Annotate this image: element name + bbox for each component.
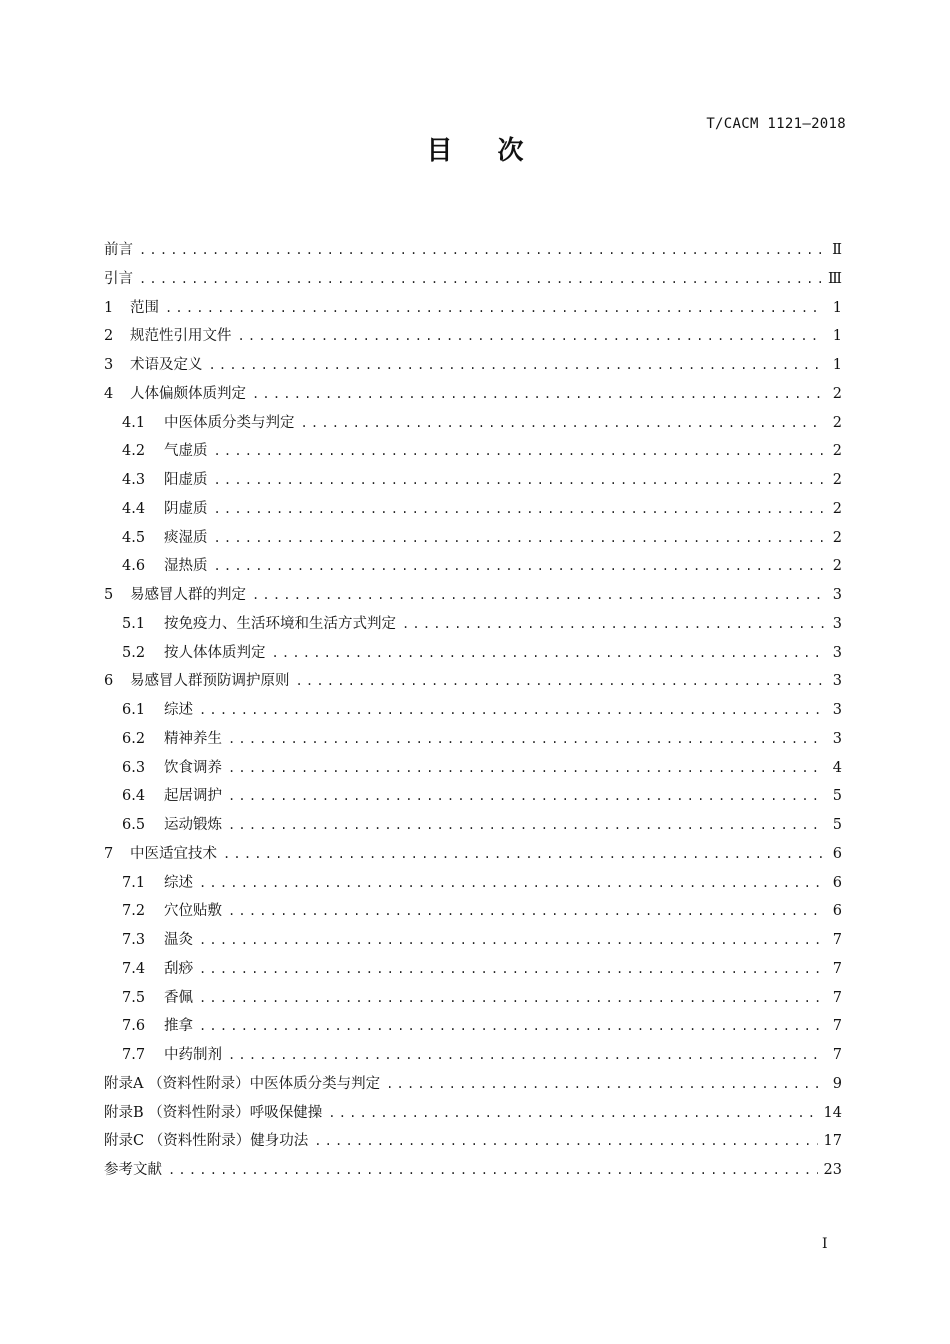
toc-leader-dots	[228, 1041, 824, 1070]
toc-leader-dots	[168, 1156, 818, 1185]
toc-entry[interactable]	[104, 955, 842, 984]
toc-leader-dots	[199, 926, 824, 955]
toc-leader-dots	[214, 552, 825, 581]
toc-entry-page: 7	[832, 1047, 842, 1063]
toc-entry-number: 5.2	[122, 644, 146, 661]
toc-entry[interactable]	[104, 725, 842, 754]
toc-entry-label: 气虚质	[164, 443, 208, 460]
toc-entry-label: 综述	[164, 874, 193, 891]
toc-entry-label: 人体偏颇体质判定	[130, 385, 246, 402]
toc-leader-dots	[228, 725, 824, 754]
toc-entry[interactable]	[104, 1070, 842, 1099]
toc-entry-number: 4.2	[122, 443, 146, 460]
toc-entry-label: 综述	[164, 702, 193, 718]
toc-entry-label: 引言	[104, 270, 133, 287]
toc-entry-page: 2	[832, 472, 842, 488]
toc-entry-number: 6.2	[122, 730, 146, 747]
toc-entry-page: 6	[832, 874, 842, 891]
toc-entry-label: 阳虚质	[164, 472, 208, 488]
toc-entry[interactable]	[104, 696, 842, 725]
toc-entry-number: 4.6	[122, 558, 146, 575]
toc-entry-page: 2	[832, 500, 842, 517]
toc-leader-dots	[199, 869, 824, 898]
toc-entry[interactable]	[104, 351, 842, 380]
toc-entry-number: 4.1	[122, 414, 146, 431]
toc-entry-page: 7	[832, 989, 842, 1006]
toc-entry-label: 规范性引用文件	[130, 328, 232, 345]
toc-leader-dots	[199, 984, 824, 1013]
toc-entry[interactable]	[104, 236, 842, 265]
toc-entry-number: 7.5	[122, 989, 146, 1006]
toc-entry[interactable]	[104, 811, 842, 840]
toc-entry-label: 中药制剂	[164, 1047, 222, 1063]
toc-entry-page: 7	[832, 1018, 842, 1035]
toc-leader-dots	[238, 322, 825, 351]
toc-entry[interactable]	[104, 380, 842, 409]
toc-entry-label: 穴位贴敷	[164, 903, 222, 920]
toc-entry-number: 2	[104, 328, 114, 345]
toc-entry-page: 1	[832, 299, 842, 316]
toc-entry[interactable]	[104, 409, 842, 438]
toc-entry-number: 4.3	[122, 472, 146, 488]
toc-entry[interactable]	[104, 897, 842, 926]
toc-entry-page: 17	[823, 1133, 842, 1150]
toc-leader-dots	[386, 1070, 824, 1099]
toc-entry-number: 3	[104, 357, 114, 373]
toc-entry-label: 推拿	[164, 1018, 193, 1035]
toc-entry-number: 6.5	[122, 817, 146, 833]
page-title: 目 次	[426, 136, 524, 166]
toc-entry-label: 饮食调养	[164, 759, 222, 776]
toc-entry-number: 6.4	[122, 788, 146, 805]
toc-entry-page: 7	[832, 960, 842, 977]
toc-leader-dots	[139, 236, 824, 265]
toc-leader-dots	[272, 639, 825, 668]
toc-leader-dots	[228, 897, 824, 926]
toc-leader-dots	[209, 351, 825, 380]
toc-leader-dots	[139, 265, 822, 294]
toc-entry[interactable]	[104, 869, 842, 898]
toc-entry-number: 4	[104, 385, 114, 402]
toc-entry[interactable]	[104, 437, 842, 466]
toc-leader-dots	[199, 955, 824, 984]
toc-entry-page: 1	[832, 357, 842, 373]
toc-entry-label: 运动锻炼	[164, 817, 222, 833]
toc-entry-label: 附录C （资料性附录）健身功法	[104, 1133, 309, 1150]
toc-entry-page: 7	[832, 932, 842, 948]
toc-entry[interactable]	[104, 1156, 842, 1185]
toc-entry-number: 5.1	[122, 615, 146, 632]
toc-entry[interactable]	[104, 782, 842, 811]
toc-entry[interactable]	[104, 1041, 842, 1070]
toc-entry[interactable]	[104, 322, 842, 351]
toc-entry-page: 3	[832, 730, 842, 747]
toc-entry-number: 4.4	[122, 500, 146, 517]
toc-entry-page: 3	[832, 644, 842, 661]
toc-entry[interactable]	[104, 610, 842, 639]
toc-leader-dots	[228, 754, 824, 783]
toc-entry[interactable]	[104, 466, 842, 495]
toc-entry-number: 5	[104, 587, 114, 603]
toc-entry-number: 7	[104, 845, 114, 862]
toc-entry-label: 易感冒人群预防调护原则	[130, 673, 290, 690]
toc-entry-page: 9	[832, 1075, 842, 1092]
toc-leader-dots	[228, 811, 824, 840]
toc-entry[interactable]	[104, 1127, 842, 1156]
toc-entry-number: 7.3	[122, 932, 146, 948]
toc-entry-label: 附录A （资料性附录）中医体质分类与判定	[104, 1075, 381, 1092]
toc-entry-number: 7.6	[122, 1018, 146, 1035]
toc-entry[interactable]	[104, 524, 842, 553]
toc-leader-dots	[199, 1012, 824, 1041]
toc-leader-dots	[296, 667, 825, 696]
toc-entry[interactable]	[104, 984, 842, 1013]
toc-entry-number: 4.5	[122, 529, 146, 546]
toc-entry-label: 附录B （资料性附录）呼吸保健操	[104, 1104, 323, 1121]
toc-entry-label: 精神养生	[164, 730, 222, 747]
toc-leader-dots	[214, 495, 825, 524]
toc-entry[interactable]	[104, 581, 842, 610]
toc-entry-page: 2	[832, 529, 842, 546]
toc-entry-label: 湿热质	[164, 558, 208, 575]
toc-leader-dots	[214, 466, 825, 495]
toc-leader-dots	[402, 610, 824, 639]
toc-entry-label: 按人体体质判定	[164, 644, 266, 661]
toc-entry-page: 1	[832, 328, 842, 345]
toc-entry-label: 范围	[130, 299, 159, 316]
toc-leader-dots	[328, 1099, 817, 1128]
toc-entry-number: 7.1	[122, 874, 146, 891]
toc-entry-page: 2	[832, 385, 842, 402]
toc-entry[interactable]	[104, 840, 842, 869]
toc-entry-label: 起居调护	[164, 788, 222, 805]
toc-entry[interactable]	[104, 294, 842, 323]
toc-entry-page: 2	[832, 558, 842, 575]
toc-entry-number: 1	[104, 299, 114, 316]
toc-entry-number: 6	[104, 673, 114, 690]
toc-entry-page: 3	[832, 587, 842, 603]
toc-entry-label: 易感冒人群的判定	[130, 587, 246, 603]
toc-entry-page: 14	[823, 1104, 842, 1121]
toc-entry-label: 前言	[104, 242, 133, 258]
toc-entry-label: 参考文献	[104, 1162, 162, 1178]
toc-entry[interactable]	[104, 926, 842, 955]
toc-entry-page: Ⅱ	[832, 242, 842, 258]
toc-entry-number: 6.1	[122, 702, 146, 718]
toc-entry[interactable]	[104, 754, 842, 783]
toc-entry[interactable]	[104, 265, 842, 294]
toc-entry[interactable]	[104, 639, 842, 668]
toc-entry[interactable]	[104, 1099, 842, 1128]
toc-entry-page: 6	[832, 845, 842, 862]
toc-entry-page: 4	[832, 759, 842, 776]
toc-entry-number: 7.4	[122, 960, 146, 977]
toc-leader-dots	[252, 380, 824, 409]
toc-entry-label: 温灸	[164, 932, 193, 948]
toc-entry[interactable]	[104, 1012, 842, 1041]
toc-entry-number: 7.7	[122, 1047, 146, 1063]
toc-entry[interactable]	[104, 667, 842, 696]
toc-entry-page: 3	[832, 615, 842, 632]
toc-entry-label: 刮痧	[164, 960, 193, 977]
toc-entry-label: 中医适宜技术	[130, 845, 217, 862]
toc-entry-page: 3	[832, 702, 842, 718]
toc-leader-dots	[214, 524, 825, 553]
toc-leader-dots	[228, 782, 824, 811]
toc-entry-label: 香佩	[164, 989, 193, 1006]
toc-leader-dots	[301, 409, 825, 438]
toc-leader-dots	[165, 294, 824, 323]
toc-entry-number: 7.2	[122, 903, 146, 920]
toc-leader-dots	[223, 840, 824, 869]
toc-entry-page: 5	[832, 788, 842, 805]
toc-entry-label: 阴虚质	[164, 500, 208, 517]
toc-entry-label: 痰湿质	[164, 529, 208, 546]
toc-entry-page: 6	[832, 903, 842, 920]
toc-entry-page: 2	[832, 443, 842, 460]
toc-leader-dots	[314, 1127, 817, 1156]
toc-entry-page: 5	[832, 817, 842, 833]
toc-entry-page: 3	[832, 673, 842, 690]
toc-entry-label: 中医体质分类与判定	[164, 414, 295, 431]
toc-entry-label: 术语及定义	[130, 357, 203, 373]
standard-code: T/CACM 1121—2018	[706, 116, 846, 132]
toc-entry-page: Ⅲ	[828, 270, 842, 287]
toc-leader-dots	[214, 437, 825, 466]
toc-entry-number: 6.3	[122, 759, 146, 776]
toc-entry-page: 2	[832, 414, 842, 431]
table-of-contents	[104, 236, 842, 1185]
page-number: I	[822, 1236, 828, 1252]
toc-leader-dots	[252, 581, 824, 610]
toc-entry[interactable]	[104, 495, 842, 524]
toc-entry[interactable]	[104, 552, 842, 581]
toc-leader-dots	[199, 696, 824, 725]
toc-entry-page: 23	[823, 1162, 842, 1178]
toc-entry-label: 按免疫力、生活环境和生活方式判定	[164, 615, 396, 632]
